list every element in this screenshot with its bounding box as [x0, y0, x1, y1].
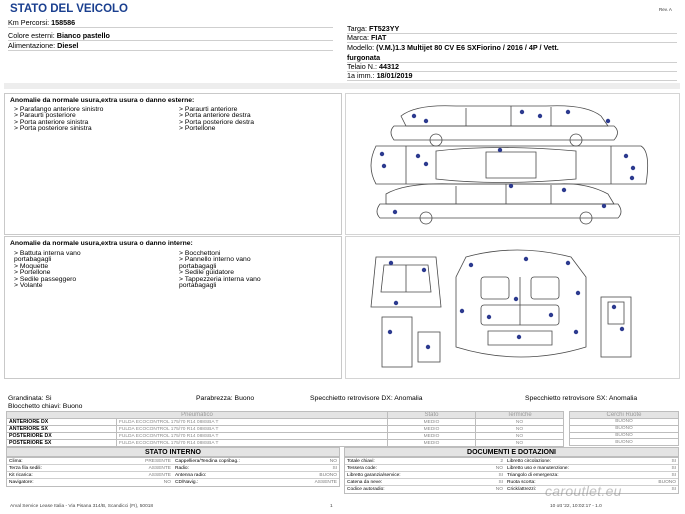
imm-label: 1a imm.: — [347, 71, 377, 80]
list-item: > Portellone — [179, 125, 216, 133]
tyre-stato: MEDIO — [388, 440, 476, 447]
documenti-box — [344, 457, 679, 494]
tyres-header-row — [7, 412, 564, 419]
tyre-position: POSTERIORE DX — [7, 433, 117, 440]
list-item: > Sedile guidatore — [179, 269, 234, 277]
tyres-table — [6, 411, 564, 447]
table-row — [345, 486, 678, 493]
kv-label: Totale chiavi: — [347, 459, 375, 464]
cerchi-header-row — [570, 412, 679, 419]
list-item: > Parafango anteriore sinistro — [14, 106, 104, 113]
anomalie-interne-panel — [4, 236, 342, 379]
documenti-title: DOCUMENTI E DOTAZIONI — [344, 447, 679, 457]
anomalie-interne-col2 — [179, 251, 261, 289]
column-header: Cerchi Ruote — [570, 412, 679, 419]
kv-value: PRESENTE — [145, 459, 171, 464]
list-item: > Bocchettoni — [179, 250, 221, 257]
kv-value: SI — [332, 466, 337, 471]
kv-label: Navigatore: — [9, 480, 34, 485]
cerchi-value: BUONO — [570, 432, 679, 439]
table-row — [7, 419, 564, 426]
table-row — [7, 440, 564, 447]
alimentazione-value: Diesel — [57, 41, 79, 50]
header-divider — [4, 83, 680, 89]
cerchi-value: BUONO — [570, 439, 679, 446]
list-item: portabagagli — [179, 282, 217, 290]
tyre-model: FULDA ECOCONTROL 175/70 R14 088SBA T — [117, 419, 388, 426]
car-exterior-drawing — [346, 94, 679, 234]
tyre-stato: MEDIO — [388, 426, 476, 433]
tyre-position: ANTERIORE SX — [7, 426, 117, 433]
tyre-model: FULDA ECOCONTROL 175/70 R14 088SBA T — [117, 426, 388, 433]
alimentazione-row — [8, 40, 333, 51]
tyre-termiche: NO — [476, 426, 564, 433]
colore-label: Colore esterni: — [8, 31, 57, 40]
list-item: > Porta posteriore sinistra — [14, 125, 92, 133]
km-label: Km Percorsi: — [8, 18, 52, 27]
list-item: > Pannello interno vano — [179, 256, 251, 264]
stato-interno-title: STATO INTERNO — [6, 447, 340, 457]
kv-label: Crick/attrezzi: — [507, 487, 537, 492]
kv-value: ASSENTE — [148, 466, 171, 471]
list-item: > Paraurti posteriore — [14, 112, 76, 120]
table-row — [570, 432, 679, 439]
tyre-position: POSTERIORE SX — [7, 440, 117, 447]
column-header: Stato — [388, 412, 476, 419]
kv-value: NO — [495, 487, 503, 492]
specchietto-sx-status: Specchietto retrovisore SX: Anomalia — [525, 395, 638, 402]
kv-label: CD/Navig.: — [175, 480, 199, 485]
telaio-label: Telaio N.: — [347, 62, 379, 71]
targa-value: FT523YY — [368, 24, 400, 33]
kv-label: Catena da neve: — [347, 480, 383, 485]
kv-label: Cappelliera/Tendina copribag.: — [175, 459, 240, 464]
kv-label: Radio: — [175, 466, 189, 471]
damage-markers — [380, 110, 635, 214]
cerchi-value: BUONO — [570, 425, 679, 432]
modello-label: Modello: — [347, 43, 377, 52]
tyre-stato: MEDIO — [388, 433, 476, 440]
table-row — [7, 479, 339, 486]
kv-value: ASSENTE — [148, 473, 171, 478]
imm-value: 18/01/2019 — [376, 71, 413, 80]
kv-value: NO — [495, 466, 503, 471]
tyre-model: FULDA ECOCONTROL 175/70 R14 088SBA T — [117, 433, 388, 440]
column-header: Termiche — [476, 412, 564, 419]
kv-label: Ruota scorta: — [507, 480, 536, 485]
kv-label: Codice autoradio: — [347, 487, 385, 492]
list-item: > Battuta interna vano — [14, 250, 81, 257]
kv-label: Libretto garanzia/service: — [347, 473, 401, 478]
kv-value: SI — [498, 480, 503, 485]
table-row — [570, 425, 679, 432]
grandinata-status: Grandinata: Si — [8, 395, 52, 402]
kv-value: SI — [671, 487, 676, 492]
kv-value: BUONO — [319, 473, 337, 478]
parabrezza-status: Parabrezza: Buono — [196, 395, 255, 402]
table-row — [345, 479, 678, 486]
list-item: portabagagli — [179, 262, 217, 270]
marca-value: FIAT — [370, 33, 387, 42]
blocchetto-status: Blocchetto chiavi: Buono — [8, 403, 83, 410]
table-row — [7, 433, 564, 440]
interior-damage-diagram — [345, 236, 680, 379]
table-row — [345, 472, 678, 479]
list-item: > Porta anteriore sinistra — [14, 118, 89, 126]
table-row — [345, 458, 678, 465]
kv-label: Antenna radio: — [175, 473, 207, 478]
table-row — [345, 465, 678, 472]
list-item: > Volante — [14, 282, 43, 290]
marca-label: Marca: — [347, 33, 371, 42]
cerchi-table — [569, 411, 679, 446]
km-value: 158586 — [51, 18, 76, 27]
table-row — [7, 426, 564, 433]
list-item: > Porta posteriore destra — [179, 118, 254, 126]
table-row — [7, 465, 339, 472]
alimentazione-label: Alimentazione: — [8, 41, 58, 50]
list-item: > Portellone — [14, 269, 51, 277]
list-item: > Tappezzeria interna vano — [179, 275, 261, 283]
table-row — [570, 419, 679, 426]
kv-label: Tessera code: — [347, 466, 377, 471]
kv-label: Libretto circolazione: — [507, 459, 551, 464]
table-row — [7, 458, 339, 465]
kv-value: SI — [671, 459, 676, 464]
table-row — [7, 472, 339, 479]
tyre-model: FULDA ECOCONTROL 175/70 R14 088SBA T — [117, 440, 388, 447]
list-item: > Moquette — [14, 262, 49, 270]
kv-value: 2 — [500, 459, 503, 464]
list-item: portabagagli — [14, 256, 52, 264]
column-header: Pneumatico — [7, 412, 388, 419]
kv-label: Triangolo di emergenza: — [507, 473, 559, 478]
specchietto-dx-status: Specchietto retrovisore DX: Anomalia — [310, 395, 423, 402]
modello-value: (V.M.)1.3 Multijet 80 CV E6 SXFiorino / 2016 / 4P / Vett. — [376, 43, 559, 52]
footer-page-number: 1 — [330, 504, 333, 509]
watermark-logo: caroutlet.eu — [545, 483, 622, 499]
kv-label: Terza fila sedili: — [9, 466, 42, 471]
anomalie-esterne-col2 — [179, 107, 254, 133]
anomalie-interne-title: Anomalie da normale usura,extra usura o danno interne: — [10, 240, 193, 247]
colore-value: Bianco pastello — [56, 31, 110, 40]
kv-value: ASSENTE — [314, 480, 337, 485]
tyre-termiche: NO — [476, 433, 564, 440]
kv-value: SI — [671, 466, 676, 471]
anomalie-esterne-panel — [4, 93, 342, 235]
kv-value: SI — [498, 473, 503, 478]
list-item: > Paraurti anteriore — [179, 106, 238, 113]
stato-interno-box — [6, 457, 340, 487]
kv-value: NO — [329, 459, 337, 464]
km-row — [8, 17, 333, 28]
exterior-damage-diagram — [345, 93, 680, 235]
anomalie-esterne-title: Anomalie da normale usura,extra usura o danno esterne: — [10, 97, 195, 104]
table-row — [570, 439, 679, 446]
modello-value-2: furgonata — [347, 53, 381, 62]
kv-value: NO — [163, 480, 171, 485]
anomalie-interne-col1 — [14, 251, 81, 289]
tyre-position: ANTERIORE DX — [7, 419, 117, 426]
telaio-value: 44312 — [378, 62, 399, 71]
kv-label: Kit ricarica: — [9, 473, 33, 478]
tyre-termiche: NO — [476, 440, 564, 447]
footer-company: Arval Service Lease Italia - Via Pisana 314/B, Scandicci (FI), 50018 — [10, 504, 154, 509]
footer-timestamp: 10 ott '22, 10:02:17 - 1.0 — [550, 504, 602, 509]
list-item: > Sedile passeggero — [14, 275, 77, 283]
kv-label: Clima: — [9, 459, 23, 464]
car-interior-drawing — [346, 237, 679, 378]
page-title: STATO DEL VEICOLO — [10, 3, 128, 15]
kv-value: SI — [671, 473, 676, 478]
damage-markers — [388, 257, 624, 349]
anomalie-esterne-col1 — [14, 107, 103, 133]
list-item: > Porta anteriore destra — [179, 112, 251, 120]
revision-label: Rev. A — [659, 7, 672, 12]
kv-value: BUONO — [658, 480, 676, 485]
immatricolazione-row — [347, 70, 677, 81]
targa-label: Targa: — [347, 24, 369, 33]
tyre-termiche: NO — [476, 419, 564, 426]
kv-label: Libretto uso e manutenzione: — [507, 466, 569, 471]
tyre-stato: MEDIO — [388, 419, 476, 426]
cerchi-value: BUONO — [570, 419, 679, 426]
